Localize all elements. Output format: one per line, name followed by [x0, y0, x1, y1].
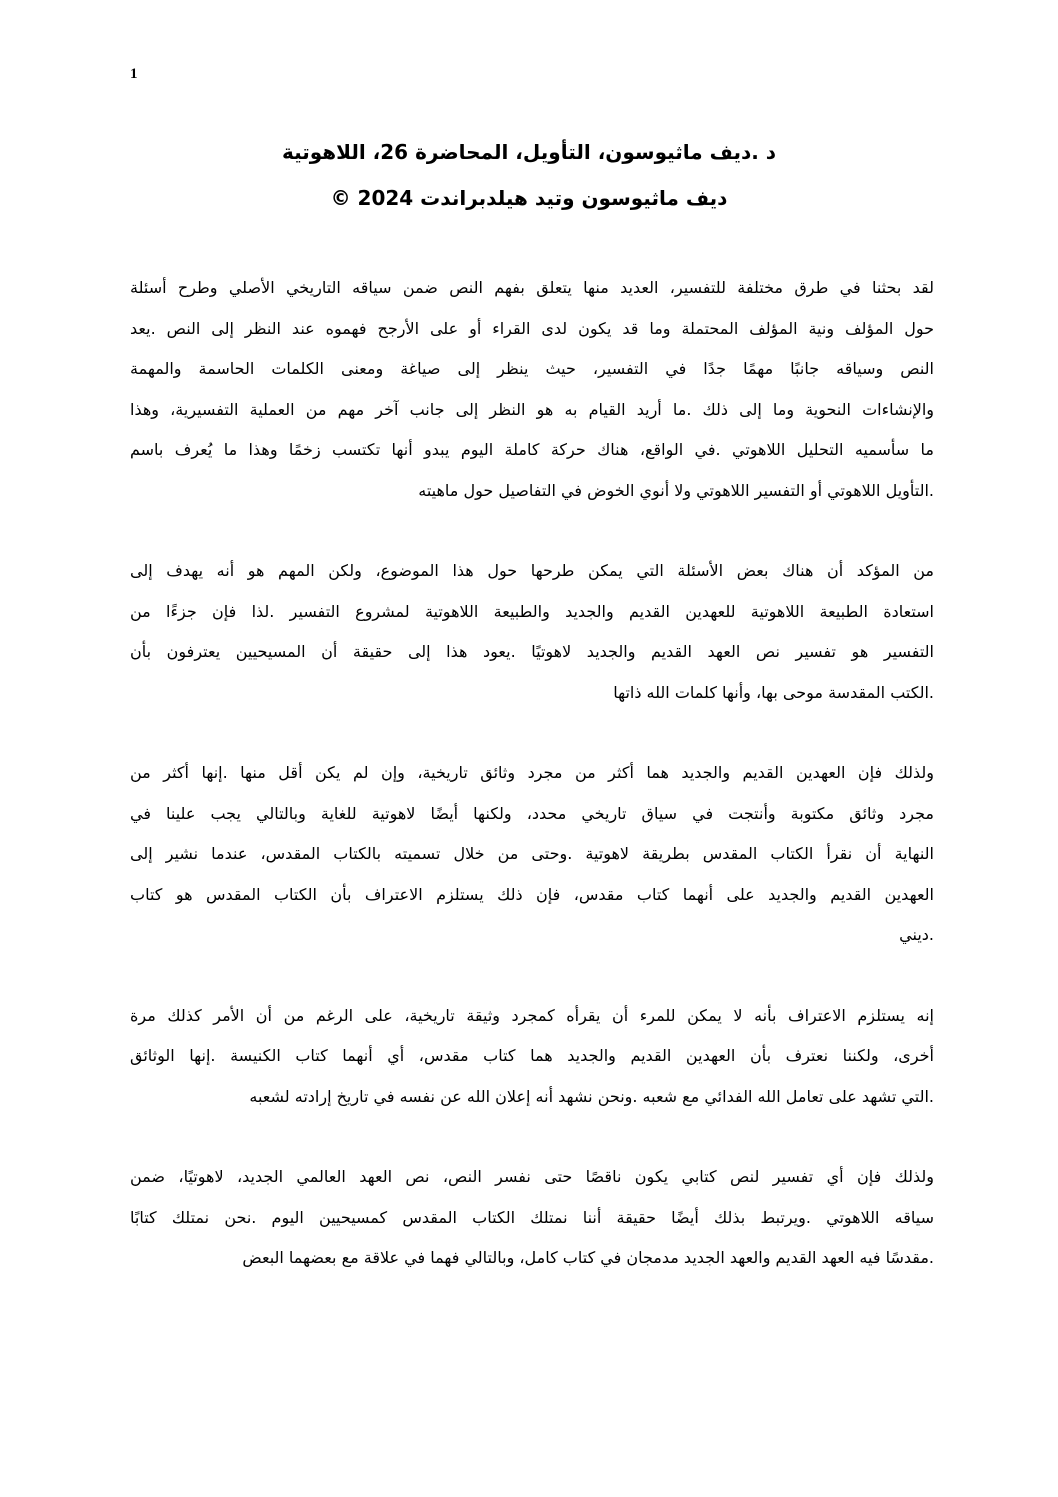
- paragraph-gap: [130, 713, 934, 753]
- paragraph-gap: [130, 1117, 934, 1157]
- text-line: النهاية أن نقرأ الكتاب المقدس بطريقة لاهوتية .وحتى من خلال تسميته بالكتاب المقدس، عندما نشير إلى: [130, 844, 934, 863]
- text-line: ولذلك فإن أي تفسير لنص كتابي يكون ناقصًا حتى نفسر النص، نص العهد العالمي الجديد، لاهوتيًا، ضمن: [130, 1167, 934, 1186]
- text-line: والإنشاءات النحوية وما إلى ذلك .ما أريد القيام به هو النظر إلى جانب آخر مهم من العملية التفسيرية، وهذا: [130, 399, 934, 419]
- document-body: [130, 268, 934, 1279]
- paragraph-gap: [130, 956, 934, 996]
- text-line: ما سأسميه التحليل اللاهوتي .في الواقع، هناك حركة كاملة اليوم يبدو أنها تكتسب زخمًا وهذا ما يُعرف باسم: [130, 440, 934, 459]
- document-subtitle: ديف ماثيوسون وتيد هيلدبراندت 2024 ©: [330, 186, 728, 210]
- text-line: التفسير هو تفسير نص العهد القديم والجديد لاهوتيًا .يعود هذا إلى حقيقة أن المسيحيين يعترفون بأن: [130, 642, 934, 661]
- text-line: .التي تشهد على تعامل الله الفدائي مع شعبه .ونحن نشهد أنه إعلان الله عن نفسه في تاريخ إرادته لشعبه: [249, 1086, 934, 1106]
- text-line: سياقه اللاهوتي .ويرتبط بذلك أيضًا حقيقة أننا نمتلك الكتاب المقدس كمسيحيين اليوم .نحن نمتلك كتابًا: [130, 1207, 934, 1227]
- text-line: إنه يستلزم الاعتراف بأنه لا يمكن للمرء أن يقرأه كمجرد وثيقة تاريخية، على الرغم من أن الأمر كذلك مرة: [130, 1005, 934, 1025]
- paragraph-gap: [130, 511, 934, 551]
- text-line: أخرى، ولكننا نعترف بأن العهدين القديم والجديد هما كتاب مقدس، أي أنهما كتاب الكنيسة .إنها الوثائق: [130, 1046, 934, 1065]
- paragraph: [130, 753, 934, 956]
- text-line: .ديني: [899, 925, 934, 944]
- text-line: .الكتب المقدسة موحى بها، وأنها كلمات الله ذاتها: [613, 682, 934, 702]
- paragraph: [130, 996, 934, 1118]
- text-line: .مقدسًا فيه العهد القديم والعهد الجديد مدمجان في كتاب كامل، وبالتالي فهما في علاقة مع بعضهما البعض: [242, 1248, 934, 1267]
- text-line: .التأويل اللاهوتي أو التفسير اللاهوتي ولا أنوي الخوض في التفاصيل حول ماهيته: [418, 480, 934, 500]
- document-title: د .ديف ماثيوسون، التأويل، المحاضرة 26، اللاهوتية: [281, 140, 777, 164]
- text-line: لقد بحثنا في طرق مختلفة للتفسير، العديد منها يتعلق بفهم النص ضمن سياقه التاريخي الأصلي وطرح أسئلة: [130, 278, 934, 297]
- text-line: من المؤكد أن هناك بعض الأسئلة التي يمكن طرحها حول هذا الموضوع، ولكن المهم هو أنه يهدف إلى: [130, 561, 934, 580]
- text-line: استعادة الطبيعة اللاهوتية للعهدين القديم والجديد والطبيعة اللاهوتية لمشروع التفسير .لذا فإن جزءًا من: [130, 601, 934, 621]
- page-number: 1: [130, 66, 138, 82]
- text-line: ولذلك فإن العهدين القديم والجديد هما أكثر من مجرد وثائق تاريخية، وإن لم يكن أقل منها .إنها أكثر من: [130, 763, 934, 782]
- text-line: النص وسياقه جانبًا مهمًا جدًا في التفسير، حيث ينظر إلى صياغة ومعنى الكلمات الحاسمة والمهمة: [130, 359, 934, 378]
- paragraph: [130, 1157, 934, 1279]
- text-line: مجرد وثائق مكتوبة وأنتجت في سياق تاريخي محدد، ولكنها أيضًا لاهوتية للغاية وبالتالي يجب علينا في: [130, 803, 934, 823]
- text-line: حول المؤلف ونية المؤلف المحتملة وما قد يكون لدى القراء أو على الأرجح فهموه عند النظر إلى النص .يعد: [130, 318, 934, 338]
- text-line: العهدين القديم والجديد على أنهما كتاب مقدس، فإن ذلك يستلزم الاعتراف بأن الكتاب المقدس هو كتاب: [130, 884, 934, 904]
- paragraph: [130, 551, 934, 713]
- paragraph: [130, 268, 934, 511]
